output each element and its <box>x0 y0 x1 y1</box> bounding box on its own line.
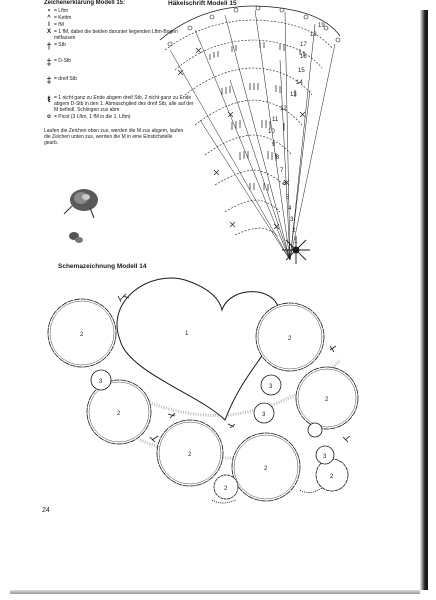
legend-title: Zeichenerklärung Modell 15: <box>44 0 126 6</box>
legend-text: = Lftm <box>54 8 69 14</box>
small-motif-label: 3 <box>262 412 266 418</box>
round-label: 1 <box>294 239 298 245</box>
crochet-chart-title: Häkelschrift Modell 15 <box>168 0 237 7</box>
page-number: 24 <box>42 507 50 514</box>
round-label: 4 <box>288 206 292 212</box>
legend-text: = 1 fM, dabei die beiden darunter liegenden Lftm-Bogen mitfassen <box>54 29 178 41</box>
round-label: 13 <box>290 92 297 98</box>
crochet-chart <box>160 6 340 264</box>
round-label: 15 <box>298 68 305 74</box>
legend-note: Laufen die Zeichen oben zus, werden die M zus abgem, laufen die Zeichen unten zus, werden die M in eine Einstichstelle gearb. <box>44 128 184 146</box>
legend-text: = D-Stb <box>54 58 72 64</box>
cross-stitch-symbol: X <box>46 29 51 35</box>
legend-text: = dreif Stb <box>54 76 77 82</box>
picot-symbol: o <box>47 114 51 120</box>
legend-text: = Stb <box>54 42 66 48</box>
round-label: 16 <box>300 54 307 60</box>
chain-stitch-symbol: • <box>47 8 51 14</box>
round-label: 7 <box>280 168 284 174</box>
round-label: 11 <box>272 117 279 123</box>
legend-text: = fM <box>54 22 64 28</box>
single-crochet-symbol: I <box>48 22 50 28</box>
double-crochet-symbol: † <box>46 41 52 51</box>
round-label: 8 <box>276 155 280 161</box>
round-label: 17 <box>300 42 307 48</box>
small-motif-label: 3 <box>99 379 103 385</box>
flower-label: 2 <box>80 332 84 338</box>
round-label: 14 <box>296 80 303 86</box>
flower-label: 2 <box>330 474 334 480</box>
schematic-title: Schemazeichnung Modell 14 <box>58 263 147 270</box>
round-label: 6 <box>283 181 287 187</box>
legend-text: = 1 nicht ganz zu Ende abgem dreif Stb, 2 nicht ganz zu Ende abgem D-Stb in den 1. Abmaschglied des dreif Stb, alle auf der M befindl. Schlingen zus abm <box>54 95 194 113</box>
round-label: 19 <box>318 23 325 29</box>
round-label: 18 <box>310 32 317 38</box>
flower-label: 2 <box>288 336 292 342</box>
rose-illustration <box>64 189 98 243</box>
round-label: 10 <box>268 129 275 135</box>
flower-label: 2 <box>325 397 329 403</box>
legend-text: = Kettm <box>54 15 72 21</box>
slip-stitch-symbol: ^ <box>47 15 51 21</box>
triple-treble-symbol: ‡ <box>46 75 52 85</box>
heart-label: 1 <box>185 331 189 337</box>
round-label: 9 <box>272 142 276 148</box>
round-label: 3 <box>290 217 294 223</box>
round-labels <box>268 23 325 245</box>
round-label: 12 <box>280 106 287 112</box>
small-motif-e <box>308 423 322 437</box>
small-motif-label: 3 <box>323 454 327 460</box>
round-label: 2 <box>292 228 296 234</box>
round-label: 5 <box>286 195 290 201</box>
treble-crochet-symbol: ‡ <box>46 57 52 67</box>
schematic-diagram <box>48 278 358 503</box>
cluster-stitch-symbol: ŧ <box>47 94 51 104</box>
flower-label: 2 <box>117 411 121 417</box>
flower-label: 2 <box>264 466 268 472</box>
flower-label: 2 <box>188 452 192 458</box>
flower-label: 2 <box>224 486 228 492</box>
small-motif-label: 3 <box>269 384 273 390</box>
legend-text: = Picot (3 Lftm, 1 fM in die 1. Lftm) <box>54 114 131 120</box>
